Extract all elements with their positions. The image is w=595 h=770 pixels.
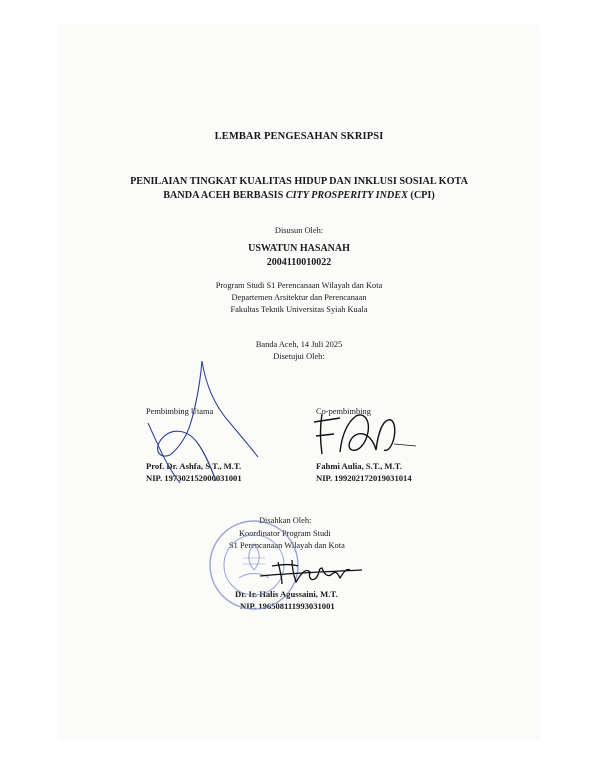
main-supervisor-name: Prof. Dr. Ashfa, S.T., M.T. [146,461,242,471]
coordinator-name: Dr. Ir. Halis Agussaini, M.T. [235,589,338,599]
co-supervisor-nip: NIP. 199202172019031014 [316,473,412,483]
author-name: USWATUN HASANAH [248,243,350,254]
ratified-by-label: Disahkan Oleh: [259,516,312,525]
thesis-title-line-2 [58,190,540,201]
coordinator-signature [258,554,368,588]
co-supervisor-name: Fahmi Aulia, S.T., M.T. [316,461,402,471]
coordinator-role-line-2: S1 Perencanaan Wilayah dan Kota [229,541,345,550]
main-supervisor-role: Pembimbing Utama [146,407,214,416]
department-line: Departemen Arsitektur dan Perencanaan [231,293,367,302]
coordinator-role-line-1: Koordinator Program Studi [239,529,331,538]
title-italic: CITY PROSPERITY INDEX [285,190,408,201]
coordinator-nip: NIP. 196508111993031001 [240,601,335,611]
title-prefix: BANDA ACEH BERBASIS [163,190,286,201]
co-supervisor-signature [310,404,420,460]
page-heading: LEMBAR PENGESAHAN SKRIPSI [214,131,384,142]
approved-by-label: Disetujui Oleh: [273,352,325,361]
main-supervisor-signature [140,355,260,490]
thesis-title-line-1: PENILAIAN TINGKAT KUALITAS HIDUP DAN INKLUSI SOSIAL KOTA [130,176,468,187]
title-suffix: (CPI) [407,190,435,201]
co-supervisor-role: Co-pembimbing [316,407,371,416]
program-line: Program Studi S1 Perencanaan Wilayah dan Kota [215,281,383,290]
author-nim: 2004110010022 [266,257,332,268]
faculty-line: Fakultas Teknik Universitas Syiah Kuala [230,305,368,314]
place-date: Banda Aceh, 14 Juli 2025 [255,340,343,349]
main-supervisor-nip: NIP. 197302152000031001 [146,473,242,483]
prepared-by-label: Disusun Oleh: [274,226,324,235]
